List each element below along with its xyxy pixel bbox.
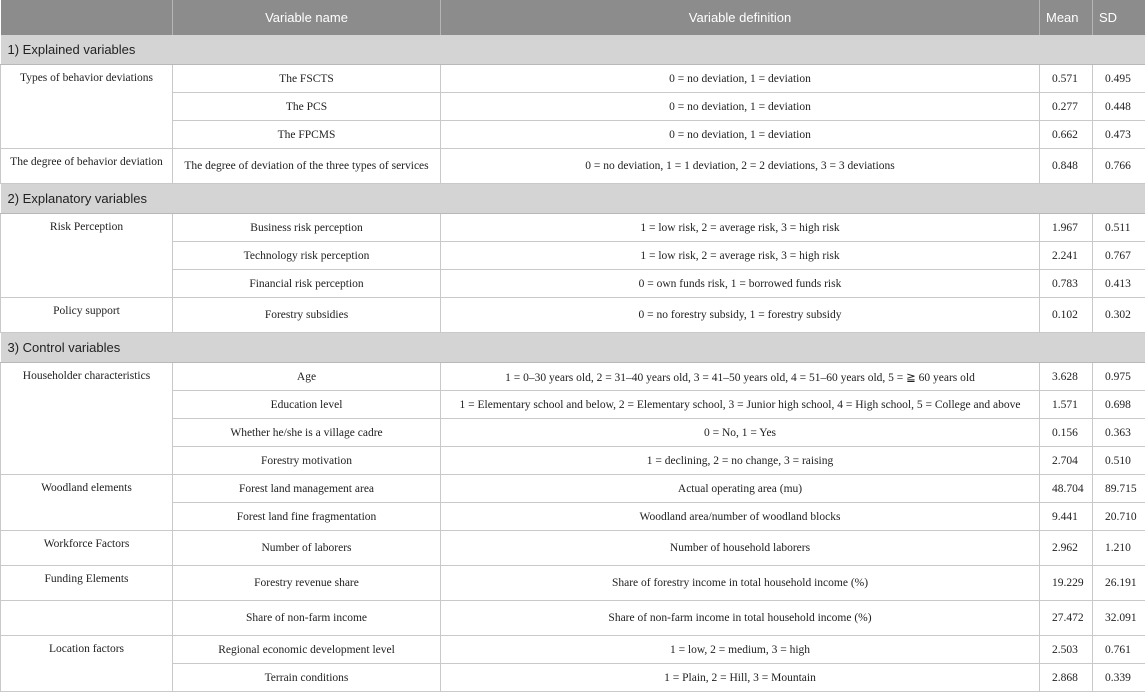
table-row (1, 270, 1145, 298)
variable-group: Funding Elements (1, 566, 173, 601)
section-row (1, 35, 1145, 65)
header-variable-definition: Variable definition (441, 0, 1040, 35)
table-row (1, 664, 1145, 692)
variable-group: The degree of behavior deviation (1, 149, 173, 184)
variable-name-cell: Forest land management area (173, 475, 441, 503)
header-variable-name: Variable name (173, 0, 441, 35)
variable-definition-cell: Share of forestry income in total household income (%) (441, 566, 1040, 601)
sd-cell: 0.766 (1093, 149, 1145, 184)
mean-cell: 1.571 (1040, 391, 1093, 419)
variable-definition-cell: 1 = low risk, 2 = average risk, 3 = high risk (441, 242, 1040, 270)
sd-cell: 0.448 (1093, 93, 1145, 121)
sd-cell: 0.495 (1093, 65, 1145, 93)
variable-definition-cell: 1 = declining, 2 = no change, 3 = raising (441, 447, 1040, 475)
header-mean: Mean (1040, 0, 1093, 35)
sd-cell: 0.975 (1093, 363, 1145, 391)
variable-name-cell: Age (173, 363, 441, 391)
variable-group: Workforce Factors (1, 531, 173, 566)
sd-cell: 0.363 (1093, 419, 1145, 447)
variable-name-cell: The PCS (173, 93, 441, 121)
variable-group (1, 601, 173, 636)
variable-definition-cell: Actual operating area (mu) (441, 475, 1040, 503)
variable-definition-cell: 0 = no deviation, 1 = 1 deviation, 2 = 2 deviations, 3 = 3 deviations (441, 149, 1040, 184)
header-sd: SD (1093, 0, 1145, 35)
variable-group: Policy support (1, 298, 173, 333)
variable-definition-cell: 1 = Elementary school and below, 2 = Elementary school, 3 = Junior high school, 4 = High school, 5 = College and above (441, 391, 1040, 419)
variable-name-cell: Whether he/she is a village cadre (173, 419, 441, 447)
variable-name-cell: The degree of deviation of the three types of services (173, 149, 441, 184)
section-title: 2) Explanatory variables (1, 184, 1145, 214)
variable-definition-cell: Number of household laborers (441, 531, 1040, 566)
variable-name-cell: Financial risk perception (173, 270, 441, 298)
sd-cell: 0.473 (1093, 121, 1145, 149)
table-row (1, 93, 1145, 121)
variable-name-cell: Forest land fine fragmentation (173, 503, 441, 531)
sd-cell: 89.715 (1093, 475, 1145, 503)
table-row (1, 447, 1145, 475)
variable-definition-cell: 1 = low, 2 = medium, 3 = high (441, 636, 1040, 664)
variable-definition-cell: 1 = low risk, 2 = average risk, 3 = high risk (441, 214, 1040, 242)
variable-name-cell: Forestry revenue share (173, 566, 441, 601)
mean-cell: 2.503 (1040, 636, 1093, 664)
sd-cell: 26.191 (1093, 566, 1145, 601)
table-row (1, 121, 1145, 149)
sd-cell: 0.413 (1093, 270, 1145, 298)
table-row (1, 566, 1145, 601)
mean-cell: 2.241 (1040, 242, 1093, 270)
mean-cell: 0.783 (1040, 270, 1093, 298)
mean-cell: 27.472 (1040, 601, 1093, 636)
variable-definition-cell: 0 = No, 1 = Yes (441, 419, 1040, 447)
section-row (1, 333, 1145, 363)
mean-cell: 9.441 (1040, 503, 1093, 531)
mean-cell: 48.704 (1040, 475, 1093, 503)
variable-group: Types of behavior deviations (1, 65, 173, 149)
sd-cell: 0.302 (1093, 298, 1145, 333)
mean-cell: 0.571 (1040, 65, 1093, 93)
header-group (1, 0, 173, 35)
section-row (1, 184, 1145, 214)
variable-name-cell: The FPCMS (173, 121, 441, 149)
variable-definition-cell: 0 = own funds risk, 1 = borrowed funds risk (441, 270, 1040, 298)
variable-definition-cell: 0 = no deviation, 1 = deviation (441, 65, 1040, 93)
table-row (1, 419, 1145, 447)
variable-group: Householder characteristics (1, 363, 173, 475)
sd-cell: 32.091 (1093, 601, 1145, 636)
table-row (1, 149, 1145, 184)
sd-cell: 1.210 (1093, 531, 1145, 566)
mean-cell: 3.628 (1040, 363, 1093, 391)
variable-name-cell: Forestry subsidies (173, 298, 441, 333)
table-row (1, 65, 1145, 93)
table-row (1, 391, 1145, 419)
table-row (1, 531, 1145, 566)
table-row (1, 298, 1145, 333)
sd-cell: 0.698 (1093, 391, 1145, 419)
variable-name-cell: Terrain conditions (173, 664, 441, 692)
table-row (1, 636, 1145, 664)
table-row (1, 363, 1145, 391)
variable-definition-cell: 1 = 0–30 years old, 2 = 31–40 years old, 3 = 41–50 years old, 4 = 51–60 years old, 5 = ≧ 60 years old (441, 363, 1040, 391)
section-title: 1) Explained variables (1, 35, 1145, 65)
sd-cell: 0.339 (1093, 664, 1145, 692)
mean-cell: 0.102 (1040, 298, 1093, 333)
sd-cell: 20.710 (1093, 503, 1145, 531)
table-row (1, 503, 1145, 531)
variable-name-cell: Forestry motivation (173, 447, 441, 475)
variable-name-cell: Business risk perception (173, 214, 441, 242)
sd-cell: 0.511 (1093, 214, 1145, 242)
variable-definition-cell: 0 = no forestry subsidy, 1 = forestry subsidy (441, 298, 1040, 333)
variable-name-cell: Number of laborers (173, 531, 441, 566)
section-title: 3) Control variables (1, 333, 1145, 363)
variable-definition-cell: 1 = Plain, 2 = Hill, 3 = Mountain (441, 664, 1040, 692)
mean-cell: 2.868 (1040, 664, 1093, 692)
variable-definition-cell: 0 = no deviation, 1 = deviation (441, 93, 1040, 121)
variable-group: Risk Perception (1, 214, 173, 298)
variable-definition-cell: 0 = no deviation, 1 = deviation (441, 121, 1040, 149)
header-row (1, 0, 1145, 35)
variable-name-cell: Regional economic development level (173, 636, 441, 664)
mean-cell: 0.277 (1040, 93, 1093, 121)
variable-name-cell: Technology risk perception (173, 242, 441, 270)
variable-name-cell: The FSCTS (173, 65, 441, 93)
sd-cell: 0.761 (1093, 636, 1145, 664)
mean-cell: 2.704 (1040, 447, 1093, 475)
variable-name-cell: Share of non-farm income (173, 601, 441, 636)
variable-definition-cell: Woodland area/number of woodland blocks (441, 503, 1040, 531)
mean-cell: 0.848 (1040, 149, 1093, 184)
table-row (1, 214, 1145, 242)
variable-group: Woodland elements (1, 475, 173, 531)
mean-cell: 0.156 (1040, 419, 1093, 447)
sd-cell: 0.767 (1093, 242, 1145, 270)
mean-cell: 2.962 (1040, 531, 1093, 566)
table-row (1, 242, 1145, 270)
table-row (1, 475, 1145, 503)
variable-name-cell: Education level (173, 391, 441, 419)
mean-cell: 19.229 (1040, 566, 1093, 601)
table-body (1, 35, 1145, 692)
mean-cell: 0.662 (1040, 121, 1093, 149)
mean-cell: 1.967 (1040, 214, 1093, 242)
variable-definition-cell: Share of non-farm income in total household income (%) (441, 601, 1040, 636)
table-row (1, 601, 1145, 636)
sd-cell: 0.510 (1093, 447, 1145, 475)
variable-group: Location factors (1, 636, 173, 692)
